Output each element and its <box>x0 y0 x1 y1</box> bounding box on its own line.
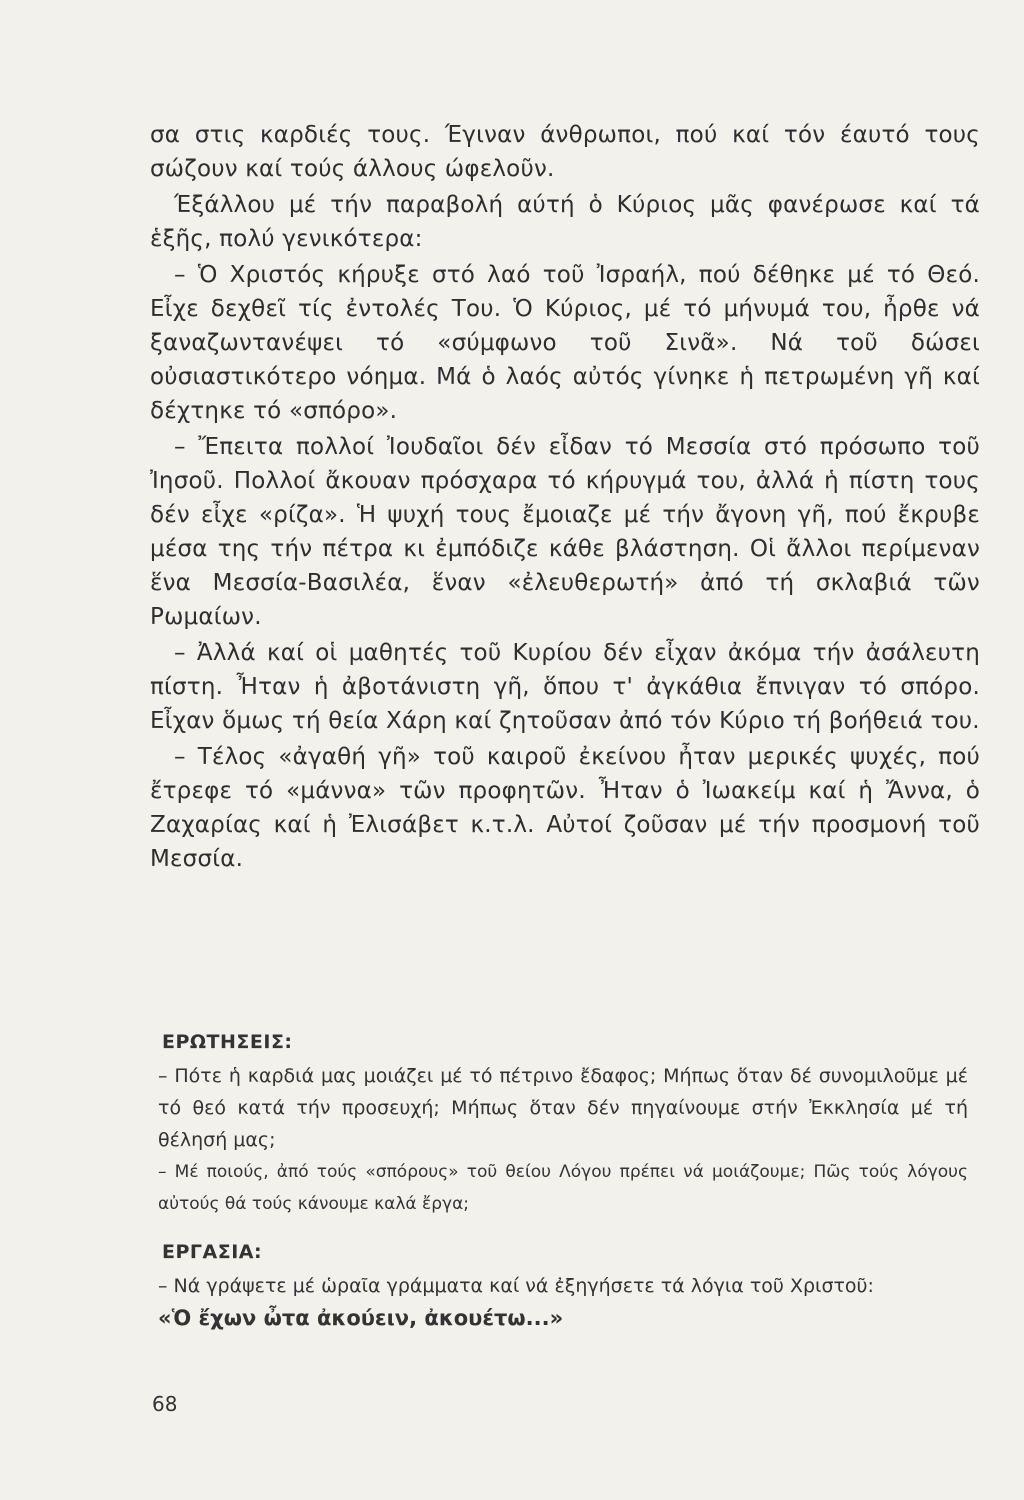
work-heading: ΕΡΓΑΣΙΑ: <box>162 1241 263 1263</box>
main-text <box>150 118 980 878</box>
work-text: – Νά γράψετε μέ ὡραῖα γράμματα καί νά ἐξηγήσετε τά λόγια τοῦ Χριστοῦ: <box>158 1275 874 1297</box>
page-number: 68 <box>152 1392 178 1416</box>
work-section <box>158 1236 968 1334</box>
question-item: – Μέ ποιούς, ἀπό τούς «σπόρους» τοῦ θείου Λόγου πρέπει νά μοιάζουμε; Πῶς τούς λόγους αὐτούς θά τούς κάνουμε καλά ἔργα; <box>158 1162 968 1214</box>
question-item: – Πότε ἡ καρδιά μας μοιάζει μέ τό πέτρινο ἔδαφος; Μήπως ὅταν δέ συνομιλοῦμε μέ τό θεό κατά τήν προσευχή; Μήπως ὅταν δέν πηγαίνουμε στήν Ἐκκλησία μέ τή θέλησή μας; <box>158 1065 968 1151</box>
work-quote: «Ὁ ἔχων ὦτα ἀκούειν, ἀκουέτω...» <box>158 1306 564 1330</box>
paragraph: – Ἀλλά καί οἱ μαθητές τοῦ Κυρίου δέν εἶχαν ἀκόμα τήν ἀσάλευτη πίστη. Ἦταν ἡ ἀβοτάνιστη γῆ, ὅπου τ' ἀγκάθια ἔπνιγαν τό σπόρο. Εἶχαν ὅμως τή θεία Χάρη καί ζητοῦσαν ἀπό τόν Κύριο τή βοήθειά του. <box>150 640 980 734</box>
questions-heading: ΕΡΩΤΗΣΕΙΣ: <box>162 1031 293 1053</box>
paragraph: σα στις καρδιές τους. Έγιναν άνθρωποι, πού καί τόν έαυτό τους σώζουν καί τούς άλλους ώφελοῦν. <box>150 122 980 182</box>
questions-section <box>158 1026 968 1220</box>
paragraph: – Ὁ Χριστός κήρυξε στό λαό τοῦ Ἰσραήλ, πού δέθηκε μέ τό Θεό. Εἶχε δεχθεῖ τίς ἐντολές Του. Ὁ Κύριος, μέ τό μήνυμά του, ἦρθε νά ξαναζωντανέψει τό «σύμφωνο τοῦ Σινᾶ». Νά τοῦ δώσει οὐσιαστικότερο νόημα. Μά ὁ λαός αὐτός γίνηκε ἡ πετρωμένη γῆ καί δέχτηκε τό «σπόρο». <box>150 262 980 424</box>
paragraph: Έξάλλου μέ τήν παραβολή αύτή ὁ Κύριος μᾶς φανέρωσε καί τά ἑξῆς, πολύ γενικότερα: <box>150 192 980 252</box>
paragraph: – Τέλος «ἀγαθή γῆ» τοῦ καιροῦ ἐκείνου ἦταν μερικές ψυχές, πού ἔτρεφε τό «μάννα» τῶν προφητῶν. Ἦταν ὁ Ἰωακείμ καί ἡ Ἄννα, ὁ Ζαχαρίας καί ἡ Ἐλισάβετ κ.τ.λ. Αὐτοί ζοῦσαν μέ τήν προσμονή τοῦ Μεσσία. <box>150 744 980 872</box>
paragraph: – Ἔπειτα πολλοί Ἰουδαῖοι δέν εἶδαν τό Μεσσία στό πρόσωπο τοῦ Ἰησοῦ. Πολλοί ἄκουαν πρόσχαρα τό κήρυγμά του, ἀλλά ἡ πίστη τους δέν εἶχε «ρίζα». Ἡ ψυχή τους ἔμοιαζε μέ τήν ἄγονη γῆ, πού ἔκρυβε μέσα της τήν πέτρα κι ἐμπόδιζε κάθε βλάστηση. Οἱ ἄλλοι περίμεναν ἕνα Μεσσία-Βασιλέα, ἕναν «ἐλευθερωτή» ἀπό τή σκλαβιά τῶν Ρωμαίων. <box>150 434 980 630</box>
